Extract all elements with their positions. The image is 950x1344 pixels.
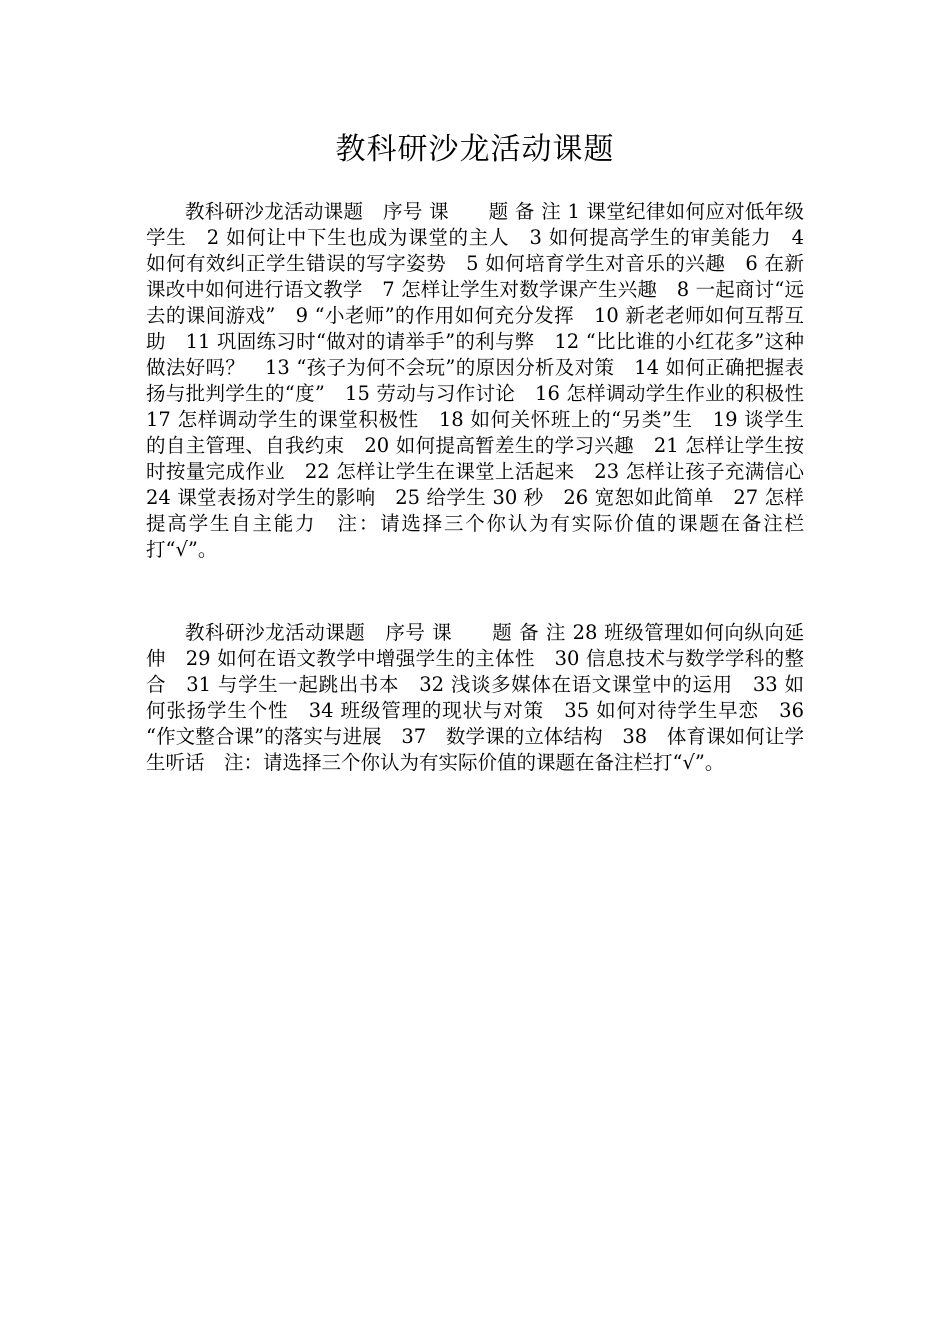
document-title: 教科研沙龙活动课题 — [335, 132, 615, 167]
topic-list-paragraph-2: 教科研沙龙活动课题 序号 课 题 备 注 28 班级管理如何向纵向延伸 29 如何在语文教学中增强学生的主体性 30 信息技术与数学学科的整合 31 与学生一起跳出书本 32 浅谈多媒体在语文课堂中的运用 33 如何张扬学生个性 34 班级管理的现状与对策 35 如何对待学生早恋 36 “作文整合课”的落实与进展 37 数学课的立体结构 38 体育课如何让学生听话 注：请选择三个你认为有实际价值的课题在备注栏打“√”。 — [146, 621, 804, 774]
topic-list-paragraph-1: 教科研沙龙活动课题 序号 课 题 备 注 1 课堂纪律如何应对低年级学生 2 如何让中下生也成为课堂的主人 3 如何提高学生的审美能力 4 如何有效纠正学生错误的写字姿势 5 如何培育学生对音乐的兴趣 6 在新课改中如何进行语文教学 7 怎样让学生对数学课产生兴趣 8 一起商讨“远去的课间游戏” 9 “小老师”的作用如何充分发挥 10 新老老师如何互帮互助 11 巩固练习时“做对的请举手”的利与弊 12 “比比谁的小红花多”这种做法好吗？ 13 “孩子为何不会玩”的原因分析及对策 14 如何正确把握表扬与批判学生的“度” 15 劳动与习作讨论 16 怎样调动学生作业的积极性 17 怎样调动学生的课堂积极性 18 如何关怀班上的“另类”生 19 谈学生的自主管理、自我约束 20 如何提高暂差生的学习兴趣 21 怎样让学生按时按量完成作业 22 怎样让学生在课堂上活起来 23 怎样让孩子充满信心 24 课堂表扬对学生的影响 25 给学生 30 秒 26 宽恕如此简单 27 怎样提高学生自主能力 注：请选择三个你认为有实际价值的课题在备注栏打“√”。 — [146, 200, 824, 561]
